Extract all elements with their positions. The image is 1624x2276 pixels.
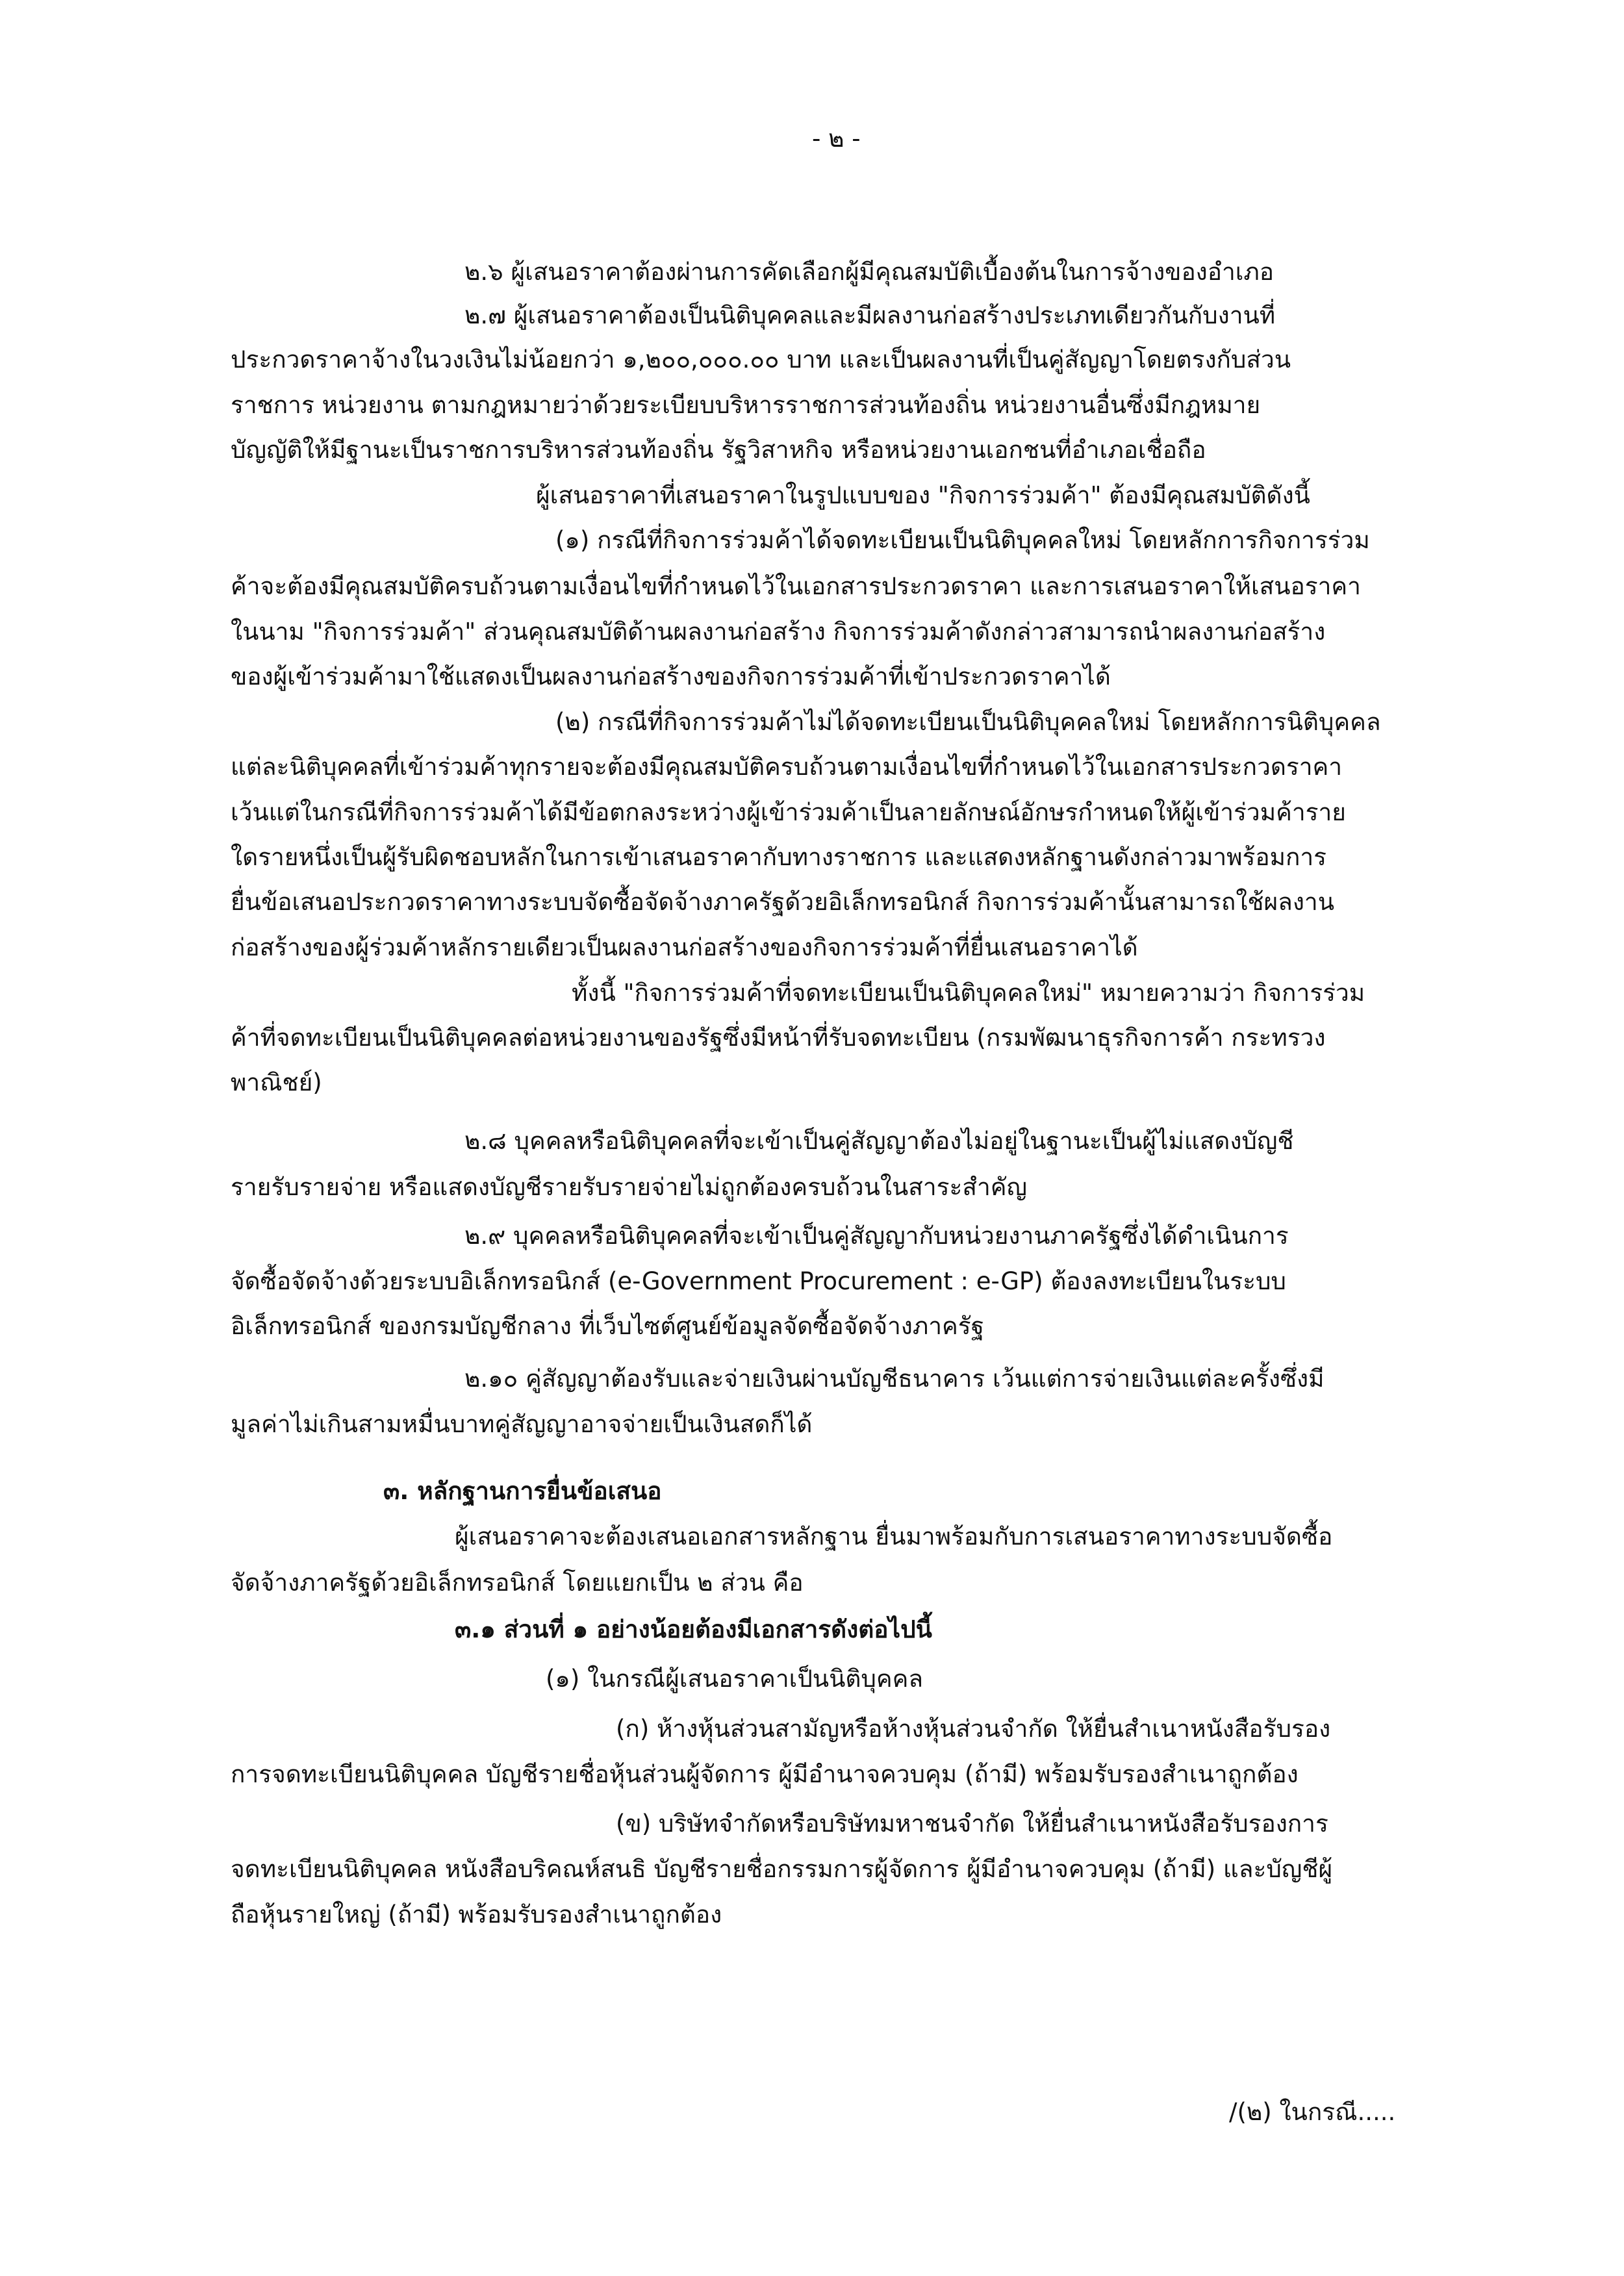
text-line: (ก) ห้างหุ้นส่วนสามัญหรือห้างหุ้นส่วนจำกัด ให้ยื่นสำเนาหนังสือรับรอง [616, 1715, 1331, 1743]
text-line: การจดทะเบียนนิติบุคคล บัญชีรายชื่อหุ้นส่วนผู้จัดการ ผู้มีอำนาจควบคุม (ถ้ามี) พร้อมรับรองสำเนาถูกต้อง [231, 1760, 1299, 1788]
text-line: ใดรายหนึ่งเป็นผู้รับผิดชอบหลักในการเข้าเสนอราคากับทางราชการ และแสดงหลักฐานดังกล่าวมาพร้อมการ [231, 843, 1327, 871]
clause-2-10: ๒.๑๐ คู่สัญญาต้องรับและจ่ายเงินผ่านบัญชีธนาคาร เว้นแต่การจ่ายเงินแต่ละครั้งซึ่งมี [464, 1365, 1325, 1393]
clause-2-6: ๒.๖ ผู้เสนอราคาต้องผ่านการคัดเลือกผู้มีคุณสมบัติเบื้องต้นในการจ้างของอำเภอ [464, 258, 1274, 286]
text-line: จัดซื้อจัดจ้างด้วยระบบอิเล็กทรอนิกส์ (e-Government Procurement : e-GP) ต้องลงทะเบียนในระบบ [231, 1267, 1286, 1295]
text-line: ผู้เสนอราคาจะต้องเสนอเอกสารหลักฐาน ยื่นมาพร้อมกับการเสนอราคาทางระบบจัดซื้อ [455, 1523, 1333, 1550]
text-line: แต่ละนิติบุคคลที่เข้าร่วมค้าทุกรายจะต้องมีคุณสมบัติครบถ้วนตามเงื่อนไขที่กำหนดไว้ในเอกสารประกวดราคา [231, 753, 1343, 781]
clause-2-8: ๒.๘ บุคคลหรือนิติบุคคลที่จะเข้าเป็นคู่สัญญาต้องไม่อยู่ในฐานะเป็นผู้ไม่แสดงบัญชี [464, 1127, 1294, 1155]
text-line: เว้นแต่ในกรณีที่กิจการร่วมค้าได้มีข้อตกลงระหว่างผู้เข้าร่วมค้าเป็นลายลักษณ์อักษรกำหนดให้ผู้เข้าร่วมค้าราย [231, 798, 1346, 826]
continuation-footer: /(๒) ในกรณี..... [1229, 2098, 1396, 2126]
page-number: - ๒ - [812, 125, 861, 153]
text-line: ของผู้เข้าร่วมค้ามาใช้แสดงเป็นผลงานก่อสร้างของกิจการร่วมค้าที่เข้าประกวดราคาได้ [231, 663, 1111, 690]
text-line: รายรับรายจ่าย หรือแสดงบัญชีรายรับรายจ่ายไม่ถูกต้องครบถ้วนในสาระสำคัญ [231, 1173, 1028, 1201]
clause-2-9: ๒.๙ บุคคลหรือนิติบุคคลที่จะเข้าเป็นคู่สัญญากับหน่วยงานภาครัฐซึ่งได้ดำเนินการ [464, 1222, 1289, 1250]
text-line: (๑) ในกรณีผู้เสนอราคาเป็นนิติบุคคล [546, 1665, 924, 1693]
text-line: ราชการ หน่วยงาน ตามกฎหมายว่าด้วยระเบียบบริหารราชการส่วนท้องถิ่น หน่วยงานอื่นซึ่งมีกฎหมาย [231, 391, 1261, 419]
text-line: ทั้งนี้ "กิจการร่วมค้าที่จดทะเบียนเป็นนิติบุคคลใหม่" หมายความว่า กิจการร่วม [572, 979, 1365, 1007]
text-line: บัญญัติให้มีฐานะเป็นราชการบริหารส่วนท้องถิ่น รัฐวิสาหกิจ หรือหน่วยงานเอกชนที่อำเภอเชื่อถือ [231, 436, 1206, 464]
text-line: ค้าที่จดทะเบียนเป็นนิติบุคคลต่อหน่วยงานของรัฐซึ่งมีหน้าที่รับจดทะเบียน (กรมพัฒนาธุรกิจการค้า กระทรวง [231, 1024, 1326, 1052]
text-line: จัดจ้างภาครัฐด้วยอิเล็กทรอนิกส์ โดยแยกเป็น ๒ ส่วน คือ [231, 1569, 804, 1597]
text-line: ก่อสร้างของผู้ร่วมค้าหลักรายเดียวเป็นผลงานก่อสร้างของกิจการร่วมค้าที่ยื่นเสนอราคาได้ [231, 933, 1138, 961]
clause-2-7: ๒.๗ ผู้เสนอราคาต้องเป็นนิติบุคคลและมีผลงานก่อสร้างประเภทเดียวกันกับงานที่ [464, 301, 1276, 329]
text-line: ประกวดราคาจ้างในวงเงินไม่น้อยกว่า ๑,๒๐๐,๐๐๐.๐๐ บาท และเป็นผลงานที่เป็นคู่สัญญาโดยตรงกับส่วน [231, 346, 1291, 373]
clause-3-1-heading: ๓.๑ ส่วนที่ ๑ อย่างน้อยต้องมีเอกสารดังต่อไปนี้ [455, 1615, 932, 1643]
text-line: (ข) บริษัทจำกัดหรือบริษัทมหาชนจำกัด ให้ยื่นสำเนาหนังสือรับรองการ [616, 1810, 1328, 1838]
text-line: มูลค่าไม่เกินสามหมื่นบาทคู่สัญญาอาจจ่ายเป็นเงินสดก็ได้ [231, 1410, 813, 1438]
text-line: ยื่นข้อเสนอประกวดราคาทางระบบจัดซื้อจัดจ้างภาครัฐด้วยอิเล็กทรอนิกส์ กิจการร่วมค้านั้นสามารถใช้ผลงาน [231, 888, 1334, 916]
text-line: ถือหุ้นรายใหญ่ (ถ้ามี) พร้อมรับรองสำเนาถูกต้อง [231, 1901, 722, 1928]
text-line: จดทะเบียนนิติบุคคล หนังสือบริคณห์สนธิ บัญชีรายชื่อกรรมการผู้จัดการ ผู้มีอำนาจควบคุม (ถ้ามี) และบัญชีผู้ [231, 1855, 1333, 1883]
text-line: (๒) กรณีที่กิจการร่วมค้าไม่ได้จดทะเบียนเป็นนิติบุคคลใหม่ โดยหลักการนิติบุคคล [555, 708, 1381, 736]
text-line: (๑) กรณีที่กิจการร่วมค้าได้จดทะเบียนเป็นนิติบุคคลใหม่ โดยหลักการกิจการร่วม [555, 526, 1370, 554]
section-3-heading: ๓. หลักฐานการยื่นข้อเสนอ [383, 1477, 662, 1505]
text-line: พาณิชย์) [231, 1068, 322, 1096]
text-line: อิเล็กทรอนิกส์ ของกรมบัญชีกลาง ที่เว็บไซต์ศูนย์ข้อมูลจัดซื้อจัดจ้างภาครัฐ [231, 1312, 985, 1340]
text-line: ผู้เสนอราคาที่เสนอราคาในรูปแบบของ "กิจการร่วมค้า" ต้องมีคุณสมบัติดังนี้ [536, 481, 1310, 509]
text-line: ค้าจะต้องมีคุณสมบัติครบถ้วนตามเงื่อนไขที่กำหนดไว้ในเอกสารประกวดราคา และการเสนอราคาให้เสนอราคา [231, 572, 1361, 600]
text-line: ในนาม "กิจการร่วมค้า" ส่วนคุณสมบัติด้านผลงานก่อสร้าง กิจการร่วมค้าดังกล่าวสามารถนำผลงานก่อสร้าง [231, 618, 1326, 646]
